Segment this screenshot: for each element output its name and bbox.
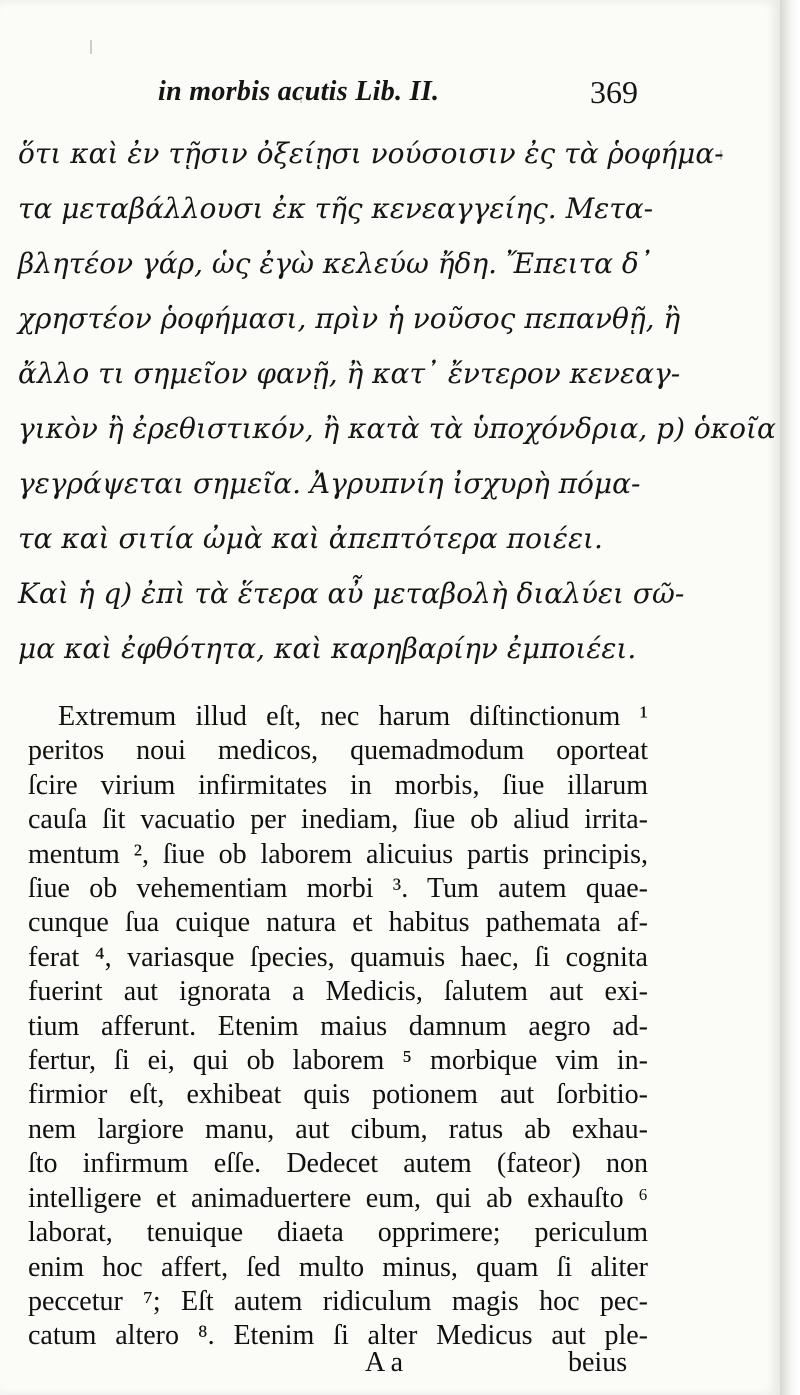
latin-line: enim hoc affert, ſed multo minus, quam ſi aliter xyxy=(28,1251,648,1283)
paper-speck xyxy=(300,95,302,103)
latin-line: mentum ², ſiue ob laborem alicuius partis principis, xyxy=(28,838,648,870)
greek-line: γεγράψεται σημεῖα. Ἀγρυπνίη ἰσχυρὴ πόμα- xyxy=(18,467,641,500)
signature-mark: A a xyxy=(365,1347,404,1378)
greek-text-block xyxy=(18,126,776,676)
paper-speck xyxy=(720,150,722,160)
catchword: beius xyxy=(568,1347,628,1378)
latin-line: laborat, tenuique diaeta opprimere; periculum xyxy=(28,1217,648,1249)
latin-line: ſiue ob vehementiam morbi ³. Tum autem quae- xyxy=(28,873,648,905)
page-footer xyxy=(0,1347,780,1383)
latin-line: Extremum illud eſt, nec harum diſtinctionum ¹ xyxy=(58,701,648,732)
page-number: 369 xyxy=(590,74,638,110)
greek-line: τα καὶ σιτία ὠμὰ καὶ ἀπεπτότερα ποιέει. xyxy=(18,522,603,555)
latin-line: tium afferunt. Etenim maius damnum aegro ad- xyxy=(28,1010,648,1042)
latin-line: nem largiore manu, aut cibum, ratus ab exhau- xyxy=(28,1113,648,1145)
greek-line: ὅτι καὶ ἐν τῇσιν ὀξείῃσι νούσοισιν ἐς τὰ ῥοφήμα- xyxy=(18,137,724,170)
latin-line: catum altero ⁸. Etenim ſi alter Medicus aut ple- xyxy=(28,1320,648,1352)
latin-line: firmior eſt, exhibeat quis potionem aut ſorbitio- xyxy=(28,1079,648,1111)
latin-line: cunque ſua cuique natura et habitus pathemata af- xyxy=(28,907,648,939)
latin-line: ferat ⁴, variasque ſpecies, quamuis haec, ſi cognita xyxy=(28,941,648,973)
latin-line: fuerint aut ignorata a Medicis, ſalutem aut exi- xyxy=(28,976,648,1008)
running-head: in morbis acutis Lib. II. xyxy=(158,76,440,107)
greek-line: γικὸν ἢ ἐρεθιστικόν, ἢ κατὰ τὰ ὑποχόνδρια, p) ὁκοῖα xyxy=(18,412,776,445)
latin-commentary-block xyxy=(28,700,648,1354)
greek-line: ἄλλο τι σημεῖον φανῇ, ἢ κατ᾽ ἔντερον κενεαγ- xyxy=(18,357,681,390)
greek-line: χρηστέον ῥοφήμασι, πρὶν ἡ νοῦσος πεπανθῇ, ἢ xyxy=(18,302,681,335)
latin-line: cauſa ſit vacuatio per inediam, ſiue ob aliud irrita- xyxy=(28,804,648,836)
greek-line: βλητέον γάρ, ὡς ἐγὼ κελεύω ἤδη. Ἔπειτα δ᾽ xyxy=(18,247,653,280)
page-header xyxy=(0,72,780,112)
greek-line: μα καὶ ἐφθότητα, καὶ καρηβαρίην ἐμποιέει. xyxy=(18,632,637,665)
page-edge-shadow xyxy=(780,0,800,1395)
latin-line: peritos noui medicos, quemadmodum oporteat xyxy=(28,735,648,767)
greek-line: Καὶ ἡ q) ἐπὶ τὰ ἕτερα αὖ μεταβολὴ διαλύει σῶ- xyxy=(18,577,685,610)
latin-line: fertur, ſi ei, qui ob laborem ⁵ morbique vim in- xyxy=(28,1045,648,1077)
latin-line: ſcire virium infirmitates in morbis, ſiue illarum xyxy=(28,769,648,801)
greek-line: τα μεταβάλλουσι ἐκ τῆς κενεαγγείης. Μετα- xyxy=(18,192,654,225)
latin-line: intelligere et animaduertere eum, qui ab exhauſto ⁶ xyxy=(28,1182,648,1214)
paper-speck xyxy=(90,40,92,54)
latin-line: peccetur ⁷; Eſt autem ridiculum magis hoc pec- xyxy=(28,1285,648,1317)
latin-line: ſto infirmum eſſe. Dedecet autem (fateor) non xyxy=(28,1148,648,1180)
